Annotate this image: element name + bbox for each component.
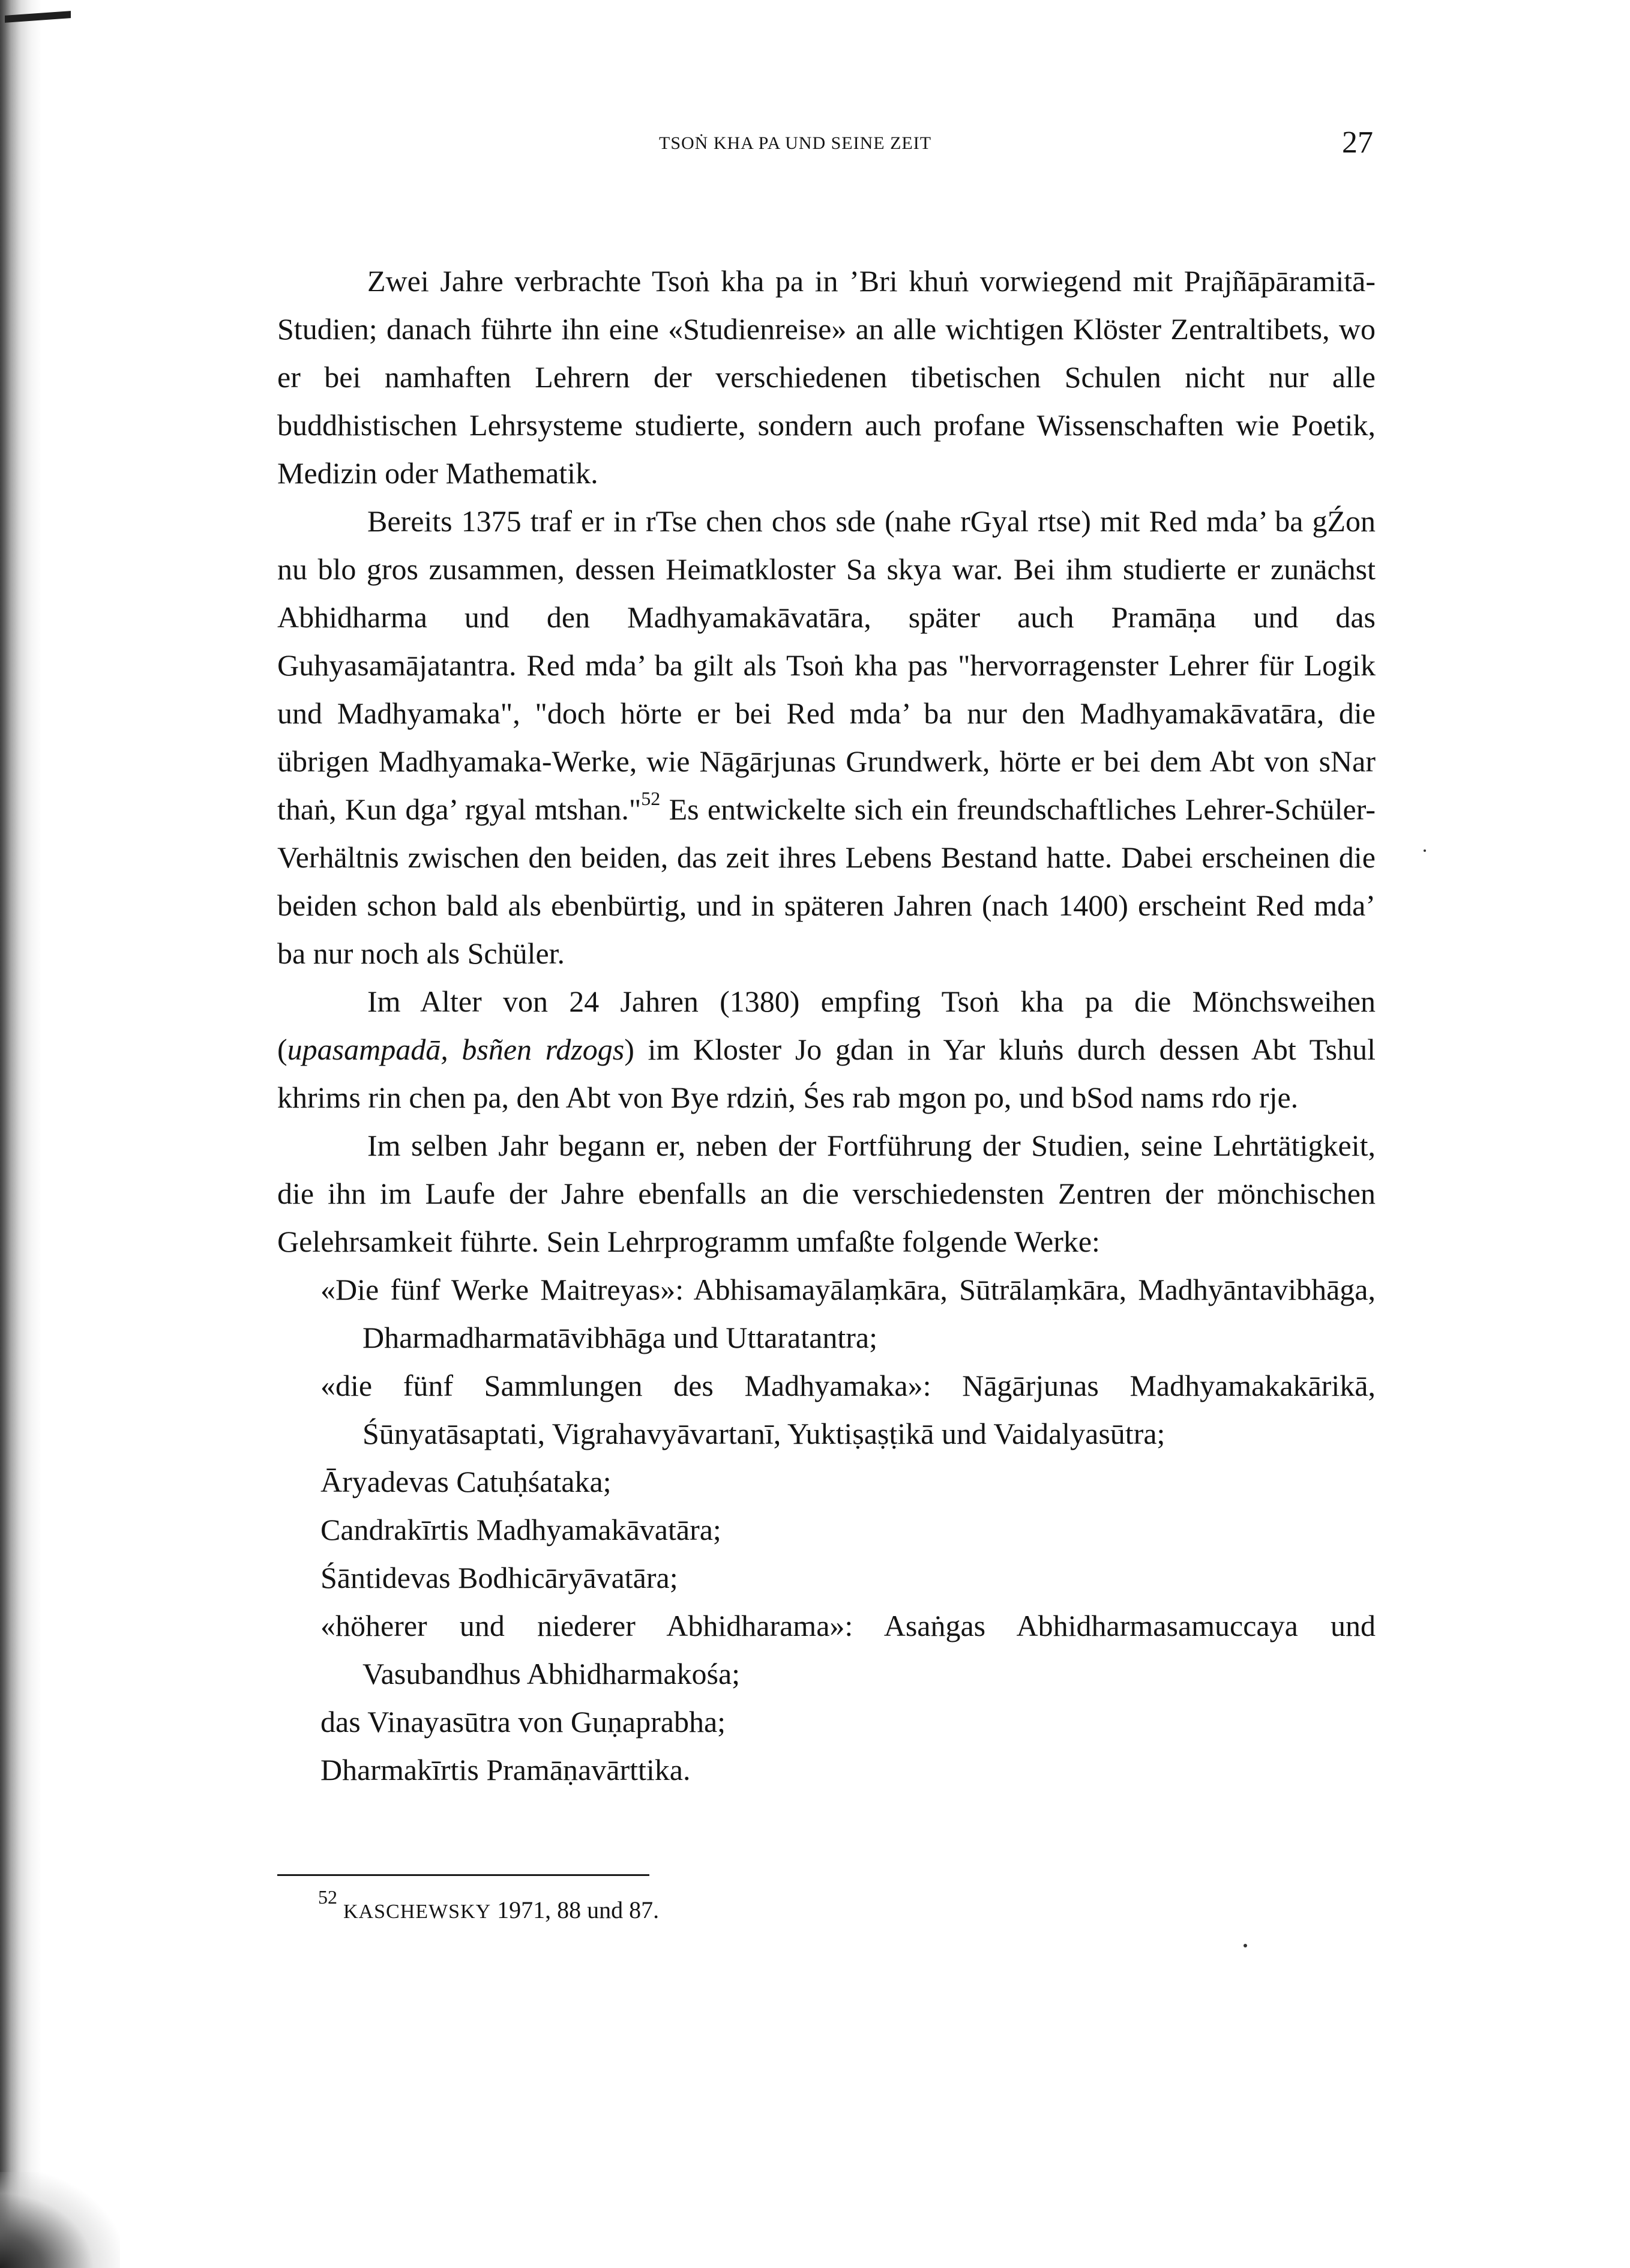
paragraph-2-main: Bereits 1375 traf er in rTse chen chos sde (nahe rGyal rtse) mit Red mda’ ba gŹon nu blo gros zusammen, dessen Heimatkloster Sa skya war. Bei ihm studierte er zunächst Abhidharma und den Madhyamakāvatāra, später auch Pramāṇa und das Guhyasamājatantra. Red mda’ ba gilt als Tsoṅ kha pas "hervorragenster Lehrer für Logik und Madhyamaka", "doch hörte er bei Red mda’ ba nur den Madhyamakāvatāra, die übrigen Madhyamaka-Werke, wie Nāgārjunas Grundwerk, hörte er bei dem Abt von sNar thaṅ, Kun dga’ rgyal mtshan." [277, 504, 1376, 826]
paragraph-1: Zwei Jahre verbrachte Tsoṅ kha pa in ’Bri khuṅ vorwiegend mit Prajñāpāramitā-Studien; danach führte ihn eine «Studienreise» an alle wichtigen Klöster Zentraltibets, wo er bei namhaften Lehrern der verschiedenen tibetischen Schulen nicht nur alle buddhistischen Lehrsysteme studierte, sondern auch profane Wissenschaften wie Poetik, Medizin oder Mathematik. [277, 264, 1376, 490]
footnote-author: KASCHEWSKY [343, 1901, 492, 1923]
works-item: Dharmakīrtis Pramāṇavārttika. [320, 1753, 691, 1787]
paragraph-4: Im selben Jahr begann er, neben der Fortführung der Studien, seine Lehrtätigkeit, die ihn im Laufe der Jahre ebenfalls an die verschiedensten Zentren der mönchischen Gelehrsamkeit führte. Sein Lehrprogramm umfaßte folgende Werke: [277, 1129, 1376, 1258]
running-title: TSOṄ KHA PA UND SEINE ZEIT [659, 133, 932, 153]
footnote-rule [277, 1874, 649, 1876]
scan-speck [1424, 849, 1426, 852]
works-item: «die fünf Sammlungen des Madhyamaka»: Nāgārjunas Madhyamakakārikā, Śūnyatāsaptati, Vigrahavyāvartanī, Yuktiṣaṣṭikā und Vaidalyasūtra; [320, 1369, 1376, 1450]
works-item: das Vinayasūtra von Guṇaprabha; [320, 1705, 726, 1739]
page-number: 27 [1342, 125, 1373, 160]
paragraph-3-post: ) im Kloster Jo gdan in Yar kluṅs durch dessen Abt Tshul khrims rin chen pa, den Abt von Bye rdziṅ, Śes rab mgon po, und bSod nams rdo rje. [277, 1033, 1376, 1114]
main-text [277, 257, 1376, 1794]
binding-shadow [0, 0, 42, 2268]
works-list [277, 1265, 1376, 1794]
ordination-terms: upasampadā, bsñen rdzogs [287, 1033, 625, 1066]
paragraph-3 [277, 977, 1376, 1121]
works-item: Śāntidevas Bodhicāryāvatāra; [320, 1561, 678, 1594]
paragraph-3-pre: Im Alter von 24 Jahren (1380) empfing Tsoṅ kha pa die Mönchsweihen ( [277, 985, 1376, 1066]
works-item: Āryadevas Catuḥśataka; [320, 1465, 612, 1498]
footnote-citation: 1971, 88 und 87. [491, 1896, 660, 1923]
footnote-number: 52 [318, 1886, 337, 1908]
works-item: Candrakīrtis Madhyamakāvatāra; [320, 1513, 721, 1546]
footnote [318, 1886, 660, 1924]
scan-speck [1244, 1944, 1247, 1947]
paragraph-2-rest: Es entwickelte sich ein freundschaftliches Lehrer-Schüler-Verhältnis zwischen den beiden, das zeit ihres Lebens Bestand hatte. Dabei erscheinen die beiden schon bald als ebenbürtig, und in späteren Jahren (nach 1400) erscheint Red mda’ ba nur noch als Schüler. [277, 792, 1376, 970]
binding-foot-shadow [0, 2172, 120, 2268]
paragraph-2 [277, 497, 1376, 977]
works-item: «höherer und niederer Abhidharama»: Asaṅgas Abhidharmasamuccaya und Vasubandhus Abhidharmakośa; [320, 1609, 1376, 1690]
works-item: «Die fünf Werke Maitreyas»: Abhisamayālaṃkāra, Sūtrālaṃkāra, Madhyāntavibhāga, Dharmadharmatāvibhāga und Uttaratantra; [320, 1273, 1376, 1354]
footnote-reference: 52 [641, 788, 661, 809]
